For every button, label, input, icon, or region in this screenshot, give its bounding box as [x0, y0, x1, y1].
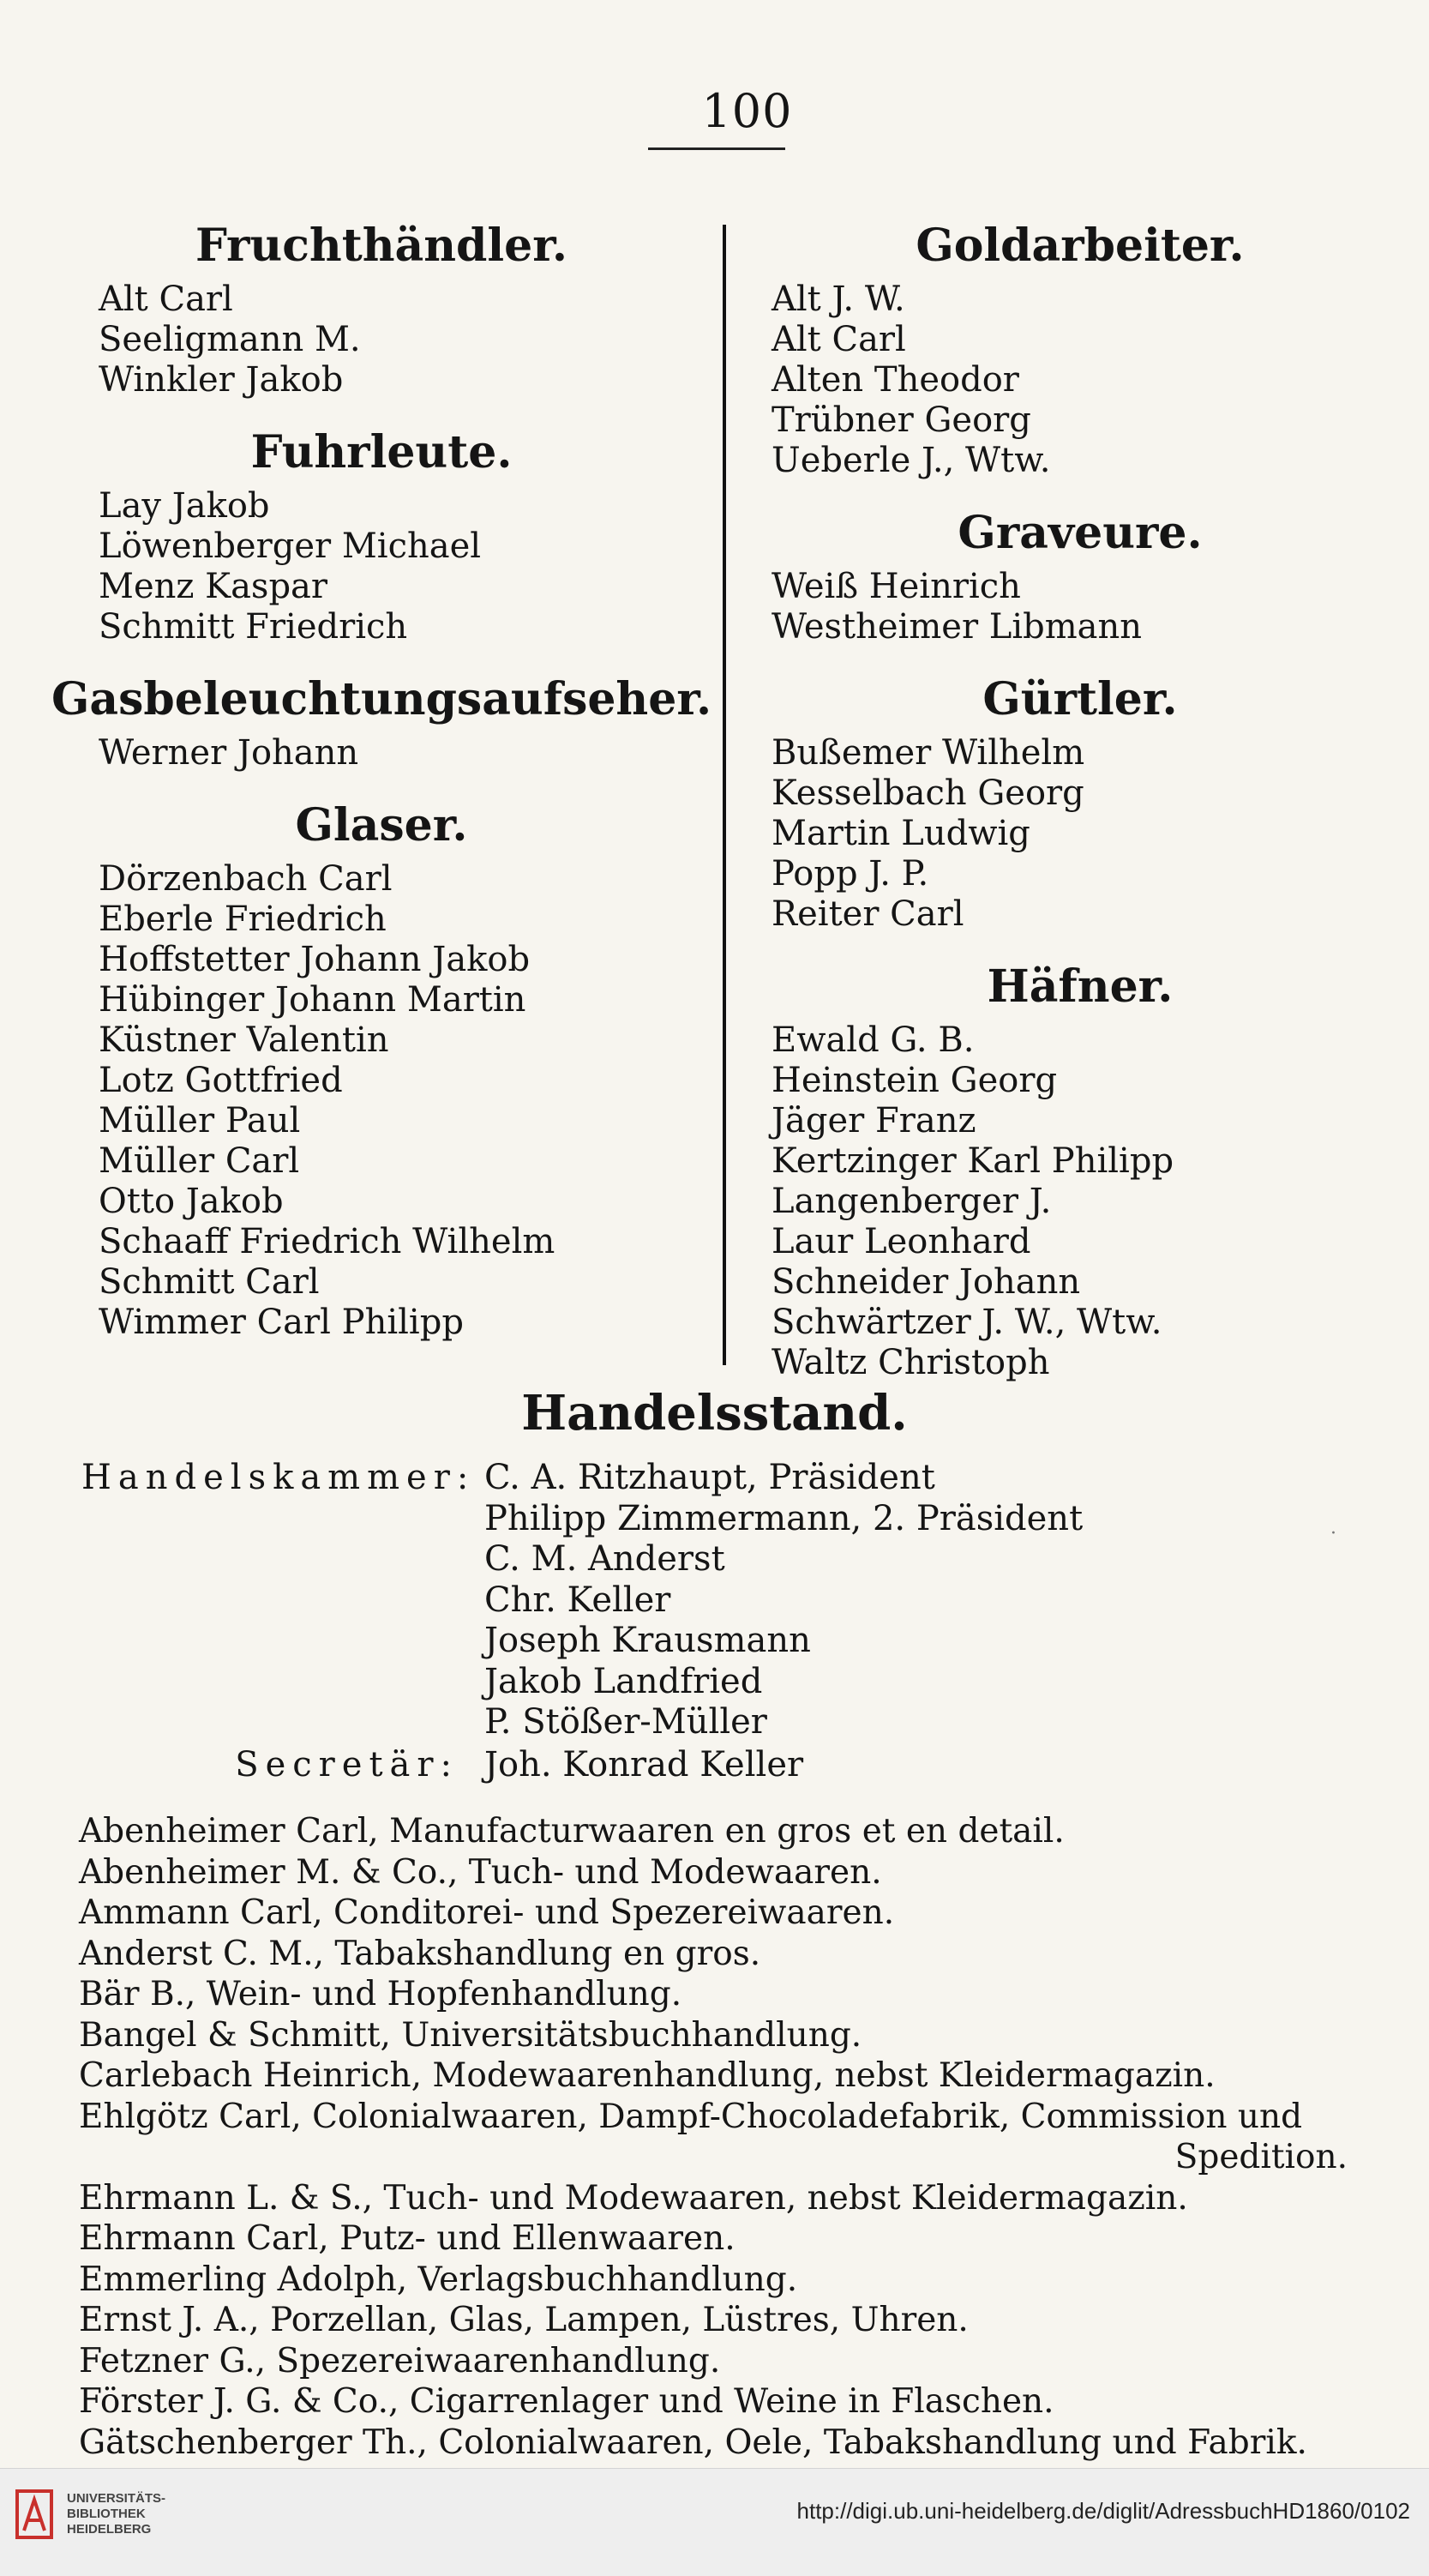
directory-entry: Winkler Jakob — [99, 360, 344, 400]
directory-section — [51, 213, 711, 400]
chamber-members — [484, 1458, 1083, 1743]
directory-section — [754, 500, 1406, 647]
firm-text: Emmerling Adolph, Verlagsbuchhandlung. — [79, 2260, 798, 2299]
directory-entry: Laur Leonhard — [772, 1222, 1031, 1261]
firm-text: Ehlgötz Carl, Colonialwaaren, Dampf-Chocoladefabrik, Commission und — [79, 2097, 1303, 2136]
directory-entry: Waltz Christoph — [772, 1343, 1050, 1382]
firm-entry — [79, 1893, 1365, 1934]
directory-section — [754, 666, 1406, 935]
chamber-member: Chr. Keller — [484, 1580, 671, 1620]
firm-text: Förster J. G. & Co., Cigarrenlager und Weine in Flaschen. — [79, 2382, 1054, 2421]
directory-entry: Eberle Friedrich — [99, 900, 387, 939]
directory-entry: Langenberger J. — [772, 1182, 1052, 1221]
directory-entry: Schmitt Carl — [99, 1262, 320, 1302]
section-heading: Gasbeleuchtungsaufseher. — [51, 673, 712, 725]
library-logo[interactable] — [15, 2488, 165, 2541]
directory-entry: Heinstein Georg — [772, 1061, 1058, 1100]
firm-text-continuation: Spedition. — [1174, 2138, 1348, 2176]
chamber-label: Handelskammer: — [81, 1458, 476, 1497]
directory-entry: Dörzenbach Carl — [99, 859, 393, 899]
firm-entry — [79, 2423, 1365, 2464]
firm-list — [79, 1811, 1365, 2463]
footer-bar — [0, 2468, 1429, 2576]
directory-entry: Schaaff Friedrich Wilhelm — [99, 1222, 555, 1261]
secretary-name: Joh. Konrad Keller — [484, 1744, 804, 1785]
directory-entry: Löwenberger Michael — [99, 527, 482, 566]
firm-entry — [79, 2341, 1365, 2382]
directory-entry: Hoffstetter Johann Jakob — [99, 940, 531, 979]
directory-entry: Werner Johann — [99, 733, 359, 773]
firm-entry — [79, 2300, 1365, 2341]
chamber-row — [81, 1458, 1367, 1743]
directory-entry: Alt J. W. — [772, 280, 905, 319]
firm-entry — [79, 2055, 1365, 2097]
directory-entry: Westheimer Libmann — [772, 607, 1143, 647]
chamber-member: Jakob Landfried — [484, 1661, 763, 1701]
directory-entry: Jäger Franz — [772, 1101, 976, 1141]
directory-section — [51, 419, 711, 647]
page-number: 100 — [701, 84, 793, 138]
directory-section — [51, 792, 711, 1343]
directory-entry: Hübinger Johann Martin — [99, 980, 526, 1020]
firm-text: Fetzner G., Spezereiwaarenhandlung. — [79, 2341, 721, 2380]
secretary-label: Secretär: — [235, 1744, 459, 1785]
directory-entry: Martin Ludwig — [772, 814, 1030, 853]
section-heading: Glaser. — [295, 799, 468, 852]
firm-entry — [79, 2218, 1365, 2260]
firm-entry — [79, 2178, 1365, 2219]
section-heading: Graveure. — [958, 507, 1203, 559]
firm-entry — [79, 1811, 1365, 1852]
source-url-link[interactable]: http://digi.ub.uni-heidelberg.de/diglit/AdressbuchHD1860/0102 — [796, 2498, 1410, 2524]
directory-entry: Trübner Georg — [772, 400, 1031, 440]
left-column — [51, 213, 711, 1362]
firm-entry — [79, 1852, 1365, 1893]
library-logo-icon — [15, 2488, 57, 2541]
directory-entry: Lotz Gottfried — [99, 1061, 343, 1100]
directory-entry: Alten Theodor — [772, 360, 1019, 400]
directory-entry: Ewald G. B. — [772, 1020, 975, 1060]
chamber-member: P. Stößer-Müller — [484, 1702, 767, 1742]
firm-text: Ernst J. A., Porzellan, Glas, Lampen, Lüstres, Uhren. — [79, 2301, 969, 2339]
secretary-row — [81, 1745, 1367, 1786]
print-speck: · — [1330, 1523, 1336, 1544]
directory-entry: Menz Kaspar — [99, 567, 328, 606]
firm-text: Ehrmann Carl, Putz- und Ellenwaaren. — [79, 2219, 736, 2258]
firm-entry — [79, 2381, 1365, 2423]
section-heading: Häfner. — [987, 960, 1174, 1013]
chamber-member: C. M. Anderst — [484, 1539, 725, 1579]
firm-text: Ammann Carl, Conditorei- und Spezereiwaaren. — [79, 1893, 895, 1932]
logo-text-line: UNIVERSITÄTS- — [67, 2491, 166, 2506]
firm-text: Carlebach Heinrich, Modewaarenhandlung, nebst Kleidermagazin. — [79, 2056, 1216, 2095]
directory-section — [754, 213, 1406, 481]
firm-text: Bangel & Schmitt, Universitätsbuchhandlung. — [79, 2015, 862, 2055]
firm-entry — [79, 2097, 1365, 2178]
section-heading: Fruchthändler. — [195, 220, 567, 272]
logo-text-line: BIBLIOTHEK — [67, 2507, 146, 2521]
directory-entry: Weiß Heinrich — [772, 567, 1021, 606]
firm-text: Gätschenberger Th., Colonialwaaren, Oele, Tabakshandlung und Fabrik. — [79, 2423, 1307, 2462]
directory-entry: Küstner Valentin — [99, 1020, 389, 1060]
directory-entry: Bußemer Wilhelm — [772, 733, 1085, 773]
library-logo-text — [67, 2491, 165, 2537]
directory-section — [754, 954, 1406, 1383]
firm-text: Ehrmann L. & S., Tuch- und Modewaaren, nebst Kleidermagazin. — [79, 2178, 1188, 2218]
directory-entry: Schwärtzer J. W., Wtw. — [772, 1303, 1162, 1342]
firm-text: Bär B., Wein- und Hopfenhandlung. — [79, 1975, 682, 2013]
directory-entry: Müller Carl — [99, 1141, 300, 1181]
directory-entry: Schneider Johann — [772, 1262, 1081, 1302]
chamber-member: C. A. Ritzhaupt, Präsident — [484, 1458, 935, 1497]
section-title-handelsstand: Handelsstand. — [521, 1385, 908, 1441]
directory-entry: Reiter Carl — [772, 894, 964, 934]
right-column — [754, 213, 1406, 1402]
section-heading: Fuhrleute. — [250, 426, 513, 478]
directory-entry: Wimmer Carl Philipp — [99, 1303, 464, 1342]
directory-entry: Lay Jakob — [99, 486, 270, 526]
directory-entry: Ueberle J., Wtw. — [772, 441, 1051, 480]
page-number-rule — [648, 147, 785, 150]
firm-text: Anderst C. M., Tabakshandlung en gros. — [79, 1934, 761, 1973]
firm-text: Abenheimer Carl, Manufacturwaaren en gros et en detail. — [79, 1812, 1065, 1851]
directory-entry: Kertzinger Karl Philipp — [772, 1141, 1174, 1181]
directory-entry: Seeligmann M. — [99, 320, 361, 359]
firm-entry — [79, 2015, 1365, 2056]
column-divider — [723, 225, 726, 1365]
section-heading: Gürtler. — [982, 673, 1178, 725]
directory-entry: Schmitt Friedrich — [99, 607, 408, 647]
chamber-member: Philipp Zimmermann, 2. Präsident — [484, 1498, 1084, 1538]
logo-text-line: HEIDELBERG — [67, 2522, 152, 2537]
directory-entry: Alt Carl — [99, 280, 233, 319]
firm-entry — [79, 1974, 1365, 2015]
directory-entry: Popp J. P. — [772, 854, 929, 894]
directory-entry: Otto Jakob — [99, 1182, 284, 1221]
directory-entry: Müller Paul — [99, 1101, 301, 1141]
section-heading: Goldarbeiter. — [916, 220, 1245, 272]
firm-text: Abenheimer M. & Co., Tuch- und Modewaaren. — [79, 1852, 882, 1892]
chamber-member: Joseph Krausmann — [484, 1621, 811, 1660]
directory-section — [51, 666, 711, 773]
directory-entry: Alt Carl — [772, 320, 906, 359]
firm-entry — [79, 1934, 1365, 1975]
directory-entry: Kesselbach Georg — [772, 773, 1084, 813]
firm-entry — [79, 2260, 1365, 2301]
chamber-of-commerce — [81, 1458, 1367, 1785]
